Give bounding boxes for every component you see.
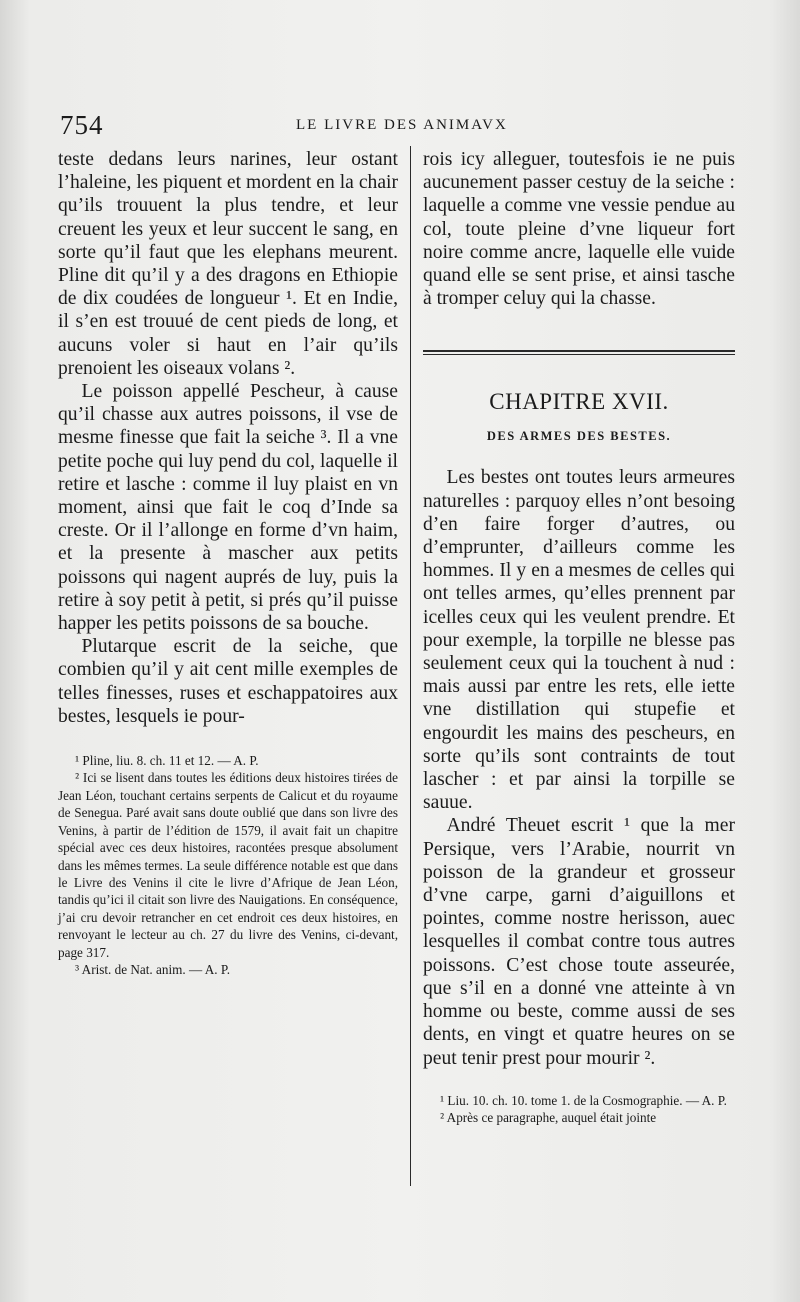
body-paragraph: Plutarque escrit de la seiche, que combien qu’il y ait cent mille exemples de telles finesses, ruses et eschappatoires aux bestes, lesquels ie pour-	[58, 636, 398, 727]
right-column	[423, 148, 735, 1127]
footnote: ³ Arist. de Nat. anim. — A. P.	[75, 961, 231, 977]
body-paragraph: Les bestes ont toutes leurs armeures naturelles : parquoy elles n’ont besoing d’en faire forger d’autres, ou d’emprunter, d’ailleurs comme les hommes. Il y en a mesmes de celles qui ont telles armes, qu’elles prennent par icelles ceux qui les veulent prendre. Et pour exemple, la torpille ne blesse pas seulement ceux qui la touchent à nud : mais aussi par entre les rets, elle iette vne distillation qui stupefie et engourdit les mains des pescheurs, en sorte qu’ils sont contraints de tout lascher : et par ainsi la torpille se sauue.	[423, 467, 735, 814]
left-column	[58, 148, 398, 978]
chapter-subtitle: DES ARMES DES BESTES.	[486, 429, 672, 444]
chapter-rule	[423, 350, 735, 352]
footnote: ¹ Pline, liu. 8. ch. 11 et 12. — A. P.	[75, 753, 259, 769]
body-paragraph: rois icy alleguer, toutesfois ie ne puis aucunement passer cestuy de la seiche : laquelle a comme vne vessie pendue au col, toute pleine d’vne liqueur fort noire comme ancre, laquelle elle vuide quand elle se sent prise, et ainsi tasche à tromper celuy qui la chasse.	[423, 149, 735, 310]
chapter-rule-thin	[423, 354, 735, 355]
body-paragraph: André Theuet escrit ¹ que la mer Persique, vers l’Arabie, nourrit vn poisson de la grandeur et grosseur d’vne carpe, garni d’aiguillons et pointes, comme nostre herisson, auec lesquelles il combat contre tous autres poissons. C’est chose toute asseurée, que s’il en a donné vne atteinte à vn homme ou beste, comme aussi de ses dents, en vingt et quatre heures on se peut tenir prest pour mourir ².	[423, 815, 735, 1069]
footnote: ¹ Liu. 10. ch. 10. tome 1. de la Cosmographie. — A. P.	[440, 1092, 727, 1108]
body-paragraph: Le poisson appellé Pescheur, à cause qu’il chasse aux autres poissons, il vse de mesme finesse que fait la seiche ³. Il a vne petite poche qui luy pend du col, laquelle il retire et lasche : comme il luy plaist en vn moment, ainsi que fait le coq d’Inde sa creste. Or il l’allonge en forme d’vn haim, et la presente à mascher aux petits poissons qui nagent auprés de luy, puis la retire à soy petit à petit, si prés qu’il puisse happer les petits poissons de sa bouche.	[58, 381, 398, 635]
running-title: LE LIVRE DES ANIMAVX	[296, 117, 508, 133]
footnote: ² Après ce paragraphe, auquel était jointe	[440, 1110, 657, 1126]
page-header	[60, 110, 740, 144]
body-paragraph: teste dedans leurs narines, leur ostant l’haleine, les piquent et mordent en la chair qu’ils trouuent la plus tendre, et leur creuent les yeux et leur succent le sang, en sorte qu’il faut que les elephans meurent. Pline dit qu’il y a des dragons en Ethiopie de dix coudées de longueur ¹. Et en Indie, il s’en est trouué de cent pieds de long, et aucuns voler si haut en l’air qu’ils prenoient les oiseaux volans ².	[58, 149, 398, 379]
footnotes	[58, 752, 398, 978]
footnotes	[423, 1092, 735, 1127]
page-number: 754	[60, 110, 104, 140]
footnote: ² Ici se lisent dans toutes les éditions deux histoires tirées de Jean Léon, touchant certains serpents de Calicut et du royaume de Senegua. Paré avait sans doute oublié que dans son livre des Venins, à partir de l’édition de 1579, il avait fait un chapitre spécial avec ces deux histoires, racontées presque absolument dans les mêmes termes. La seule différence notable est que dans le Livre des Venins il cite le livre d’Afrique de Jean Léon, tandis qu’ici il citait son livre des Nauigations. En conséquence, j’ai cru devoir retrancher en cet endroit ces deux histoires, en renvoyant le lecteur au ch. 27 du livre des Venins, ci-devant, page 317.	[58, 770, 398, 960]
column-divider	[410, 146, 411, 1186]
chapter-title: CHAPITRE XVII.	[489, 389, 669, 415]
